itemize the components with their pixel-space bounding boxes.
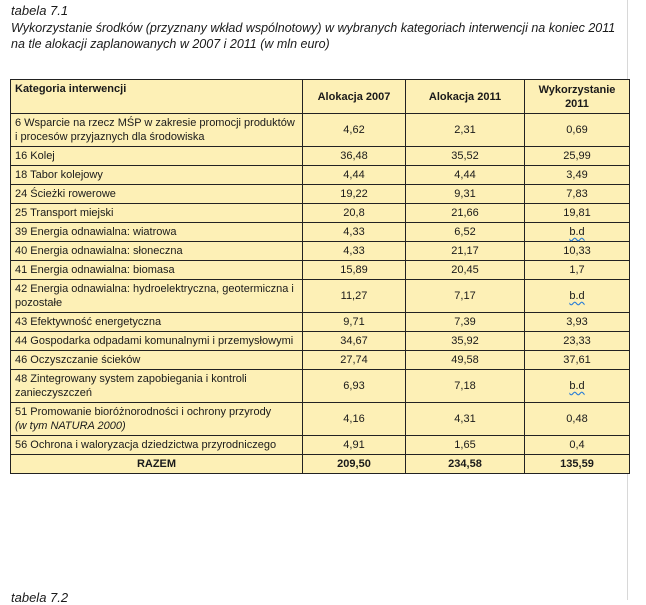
allocation-2011-cell: 35,92 — [406, 332, 525, 351]
category-name: 48 Zintegrowany system zapobiegania i kontroli zanieczyszczeń — [15, 373, 247, 399]
category-cell — [11, 351, 303, 370]
usage-2011-cell: 3,49 — [525, 166, 630, 185]
table-row — [11, 403, 630, 436]
total-row — [11, 455, 630, 474]
allocation-2007-cell: 6,93 — [303, 370, 406, 403]
table-row — [11, 242, 630, 261]
usage-2011-cell: 0,69 — [525, 114, 630, 147]
allocation-2007-cell: 15,89 — [303, 261, 406, 280]
table-row — [11, 351, 630, 370]
allocation-2007-cell: 34,67 — [303, 332, 406, 351]
category-name: 56 Ochrona i waloryzacja dziedzictwa przyrodniczego — [15, 439, 277, 451]
table-caption — [11, 3, 623, 52]
allocation-table — [10, 79, 630, 474]
allocation-2007-cell: 4,33 — [303, 223, 406, 242]
allocation-2007-cell: 4,33 — [303, 242, 406, 261]
table-row — [11, 280, 630, 313]
allocation-2011-cell: 7,39 — [406, 313, 525, 332]
usage-2011-cell: b.d — [525, 223, 630, 242]
usage-2011-cell: 7,83 — [525, 185, 630, 204]
category-cell — [11, 242, 303, 261]
usage-2011-cell: 19,81 — [525, 204, 630, 223]
table-row — [11, 204, 630, 223]
allocation-2011-cell: 9,31 — [406, 185, 525, 204]
usage-2011-cell: 23,33 — [525, 332, 630, 351]
allocation-2011-cell: 6,52 — [406, 223, 525, 242]
table-row — [11, 261, 630, 280]
allocation-2007-cell: 20,8 — [303, 204, 406, 223]
next-table-caption: tabela 7.2 — [11, 590, 69, 605]
allocation-2007-cell: 4,62 — [303, 114, 406, 147]
category-name: 42 Energia odnawialna: hydroelektryczna, geotermiczna i pozostałe — [15, 283, 294, 309]
allocation-2007-cell: 9,71 — [303, 313, 406, 332]
allocation-2007-cell: 19,22 — [303, 185, 406, 204]
category-name: 6 Wsparcie na rzecz MŚP w zakresie promocji produktów i procesów przyjaznych dla środowiska — [15, 117, 295, 143]
category-cell — [11, 332, 303, 351]
usage-2011-cell: 10,33 — [525, 242, 630, 261]
allocation-2011-cell: 20,45 — [406, 261, 525, 280]
category-cell — [11, 403, 303, 436]
category-name: 44 Gospodarka odpadami komunalnymi i przemysłowymi — [15, 335, 294, 347]
category-cell — [11, 261, 303, 280]
table-row — [11, 436, 630, 455]
category-cell — [11, 280, 303, 313]
category-name: 24 Ścieżki rowerowe — [15, 188, 116, 200]
table-row — [11, 147, 630, 166]
column-header-usage-2011: Wykorzystanie 2011 — [525, 80, 630, 114]
total-allocation-2007: 209,50 — [303, 455, 406, 474]
allocation-2011-cell: 7,17 — [406, 280, 525, 313]
table-row — [11, 313, 630, 332]
column-header-allocation-2007: Alokacja 2007 — [303, 80, 406, 114]
table-row — [11, 223, 630, 242]
table-row — [11, 114, 630, 147]
table-body — [11, 114, 630, 474]
usage-2011-cell: b.d — [525, 280, 630, 313]
category-name: 25 Transport miejski — [15, 207, 114, 219]
table-header-row — [11, 80, 630, 114]
usage-2011-cell: b.d — [525, 370, 630, 403]
category-cell — [11, 436, 303, 455]
category-name: 16 Kolej — [15, 150, 55, 162]
usage-2011-cell: 0,48 — [525, 403, 630, 436]
category-name: 18 Tabor kolejowy — [15, 169, 103, 181]
total-label: RAZEM — [11, 455, 303, 474]
usage-2011-cell: 1,7 — [525, 261, 630, 280]
allocation-2011-cell: 4,31 — [406, 403, 525, 436]
allocation-2011-cell: 21,17 — [406, 242, 525, 261]
column-header-allocation-2011: Alokacja 2011 — [406, 80, 525, 114]
allocation-2007-cell: 27,74 — [303, 351, 406, 370]
allocation-2007-cell: 4,16 — [303, 403, 406, 436]
table-row — [11, 332, 630, 351]
usage-2011-cell: 37,61 — [525, 351, 630, 370]
category-name: 46 Oczyszczanie ścieków — [15, 354, 141, 366]
category-cell — [11, 204, 303, 223]
allocation-2007-cell: 11,27 — [303, 280, 406, 313]
allocation-2011-cell: 4,44 — [406, 166, 525, 185]
column-header-category: Kategoria interwencji — [11, 80, 303, 114]
category-note: (w tym NATURA 2000) — [15, 420, 126, 432]
category-cell — [11, 370, 303, 403]
category-cell — [11, 313, 303, 332]
category-name: 40 Energia odnawialna: słoneczna — [15, 245, 183, 257]
category-cell — [11, 147, 303, 166]
category-name: 43 Efektywność energetyczna — [15, 316, 162, 328]
table-row — [11, 185, 630, 204]
allocation-2011-cell: 49,58 — [406, 351, 525, 370]
allocation-2011-cell: 2,31 — [406, 114, 525, 147]
usage-2011-cell: 25,99 — [525, 147, 630, 166]
allocation-2007-cell: 36,48 — [303, 147, 406, 166]
category-cell — [11, 223, 303, 242]
allocation-2011-cell: 21,66 — [406, 204, 525, 223]
category-name: 51 Promowanie bioróżnorodności i ochrony przyrody — [15, 406, 272, 418]
allocation-2011-cell: 35,52 — [406, 147, 525, 166]
table-title: Wykorzystanie środków (przyznany wkład wspólnotowy) w wybranych kategoriach interwencji na koniec 2011 na tle alokacji zaplanowanych w 2007 i 2011 (w mln euro) — [11, 21, 616, 51]
allocation-2011-cell: 7,18 — [406, 370, 525, 403]
table-row — [11, 166, 630, 185]
category-name: 39 Energia odnawialna: wiatrowa — [15, 226, 177, 238]
allocation-2011-cell: 1,65 — [406, 436, 525, 455]
usage-2011-cell: 0,4 — [525, 436, 630, 455]
category-name: 41 Energia odnawialna: biomasa — [15, 264, 175, 276]
allocation-2007-cell: 4,44 — [303, 166, 406, 185]
category-cell — [11, 166, 303, 185]
table-row — [11, 370, 630, 403]
table-number: tabela 7.1 — [11, 3, 69, 18]
total-usage-2011: 135,59 — [525, 455, 630, 474]
usage-2011-cell: 3,93 — [525, 313, 630, 332]
category-cell — [11, 114, 303, 147]
total-allocation-2011: 234,58 — [406, 455, 525, 474]
allocation-2007-cell: 4,91 — [303, 436, 406, 455]
category-cell — [11, 185, 303, 204]
